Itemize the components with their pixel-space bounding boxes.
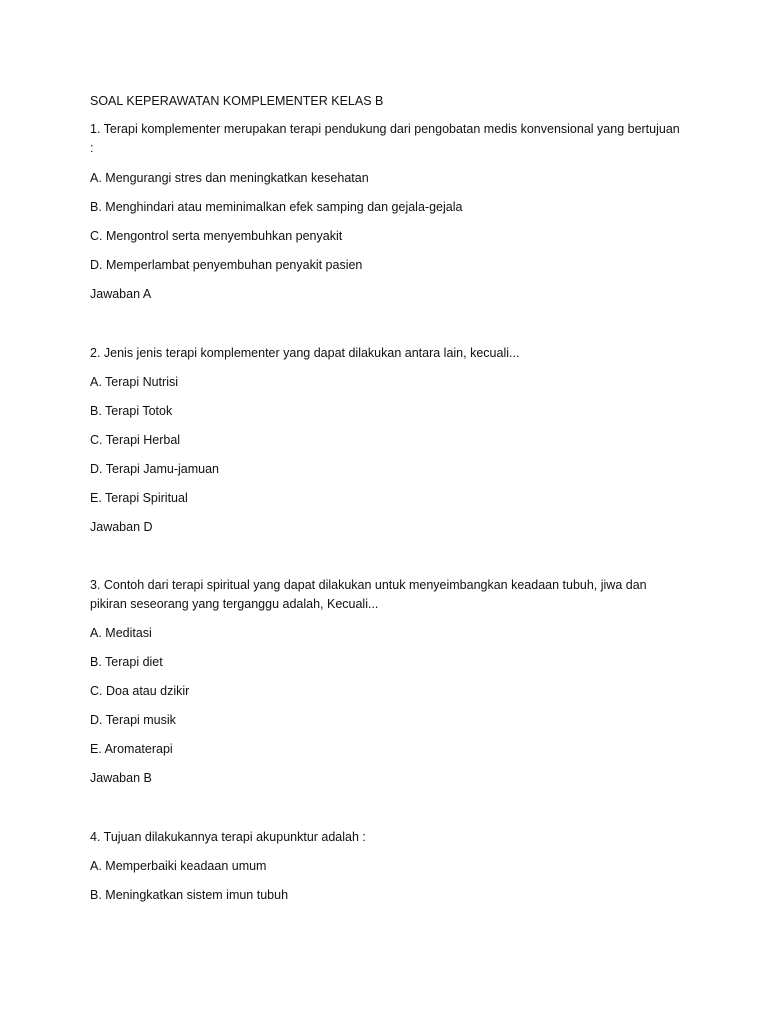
question-3-option-b: B. Terapi diet	[90, 655, 163, 669]
question-2-answer: Jawaban D	[90, 520, 153, 534]
question-1-option-d: D. Memperlambat penyembuhan penyakit pasien	[90, 258, 363, 272]
question-4-option-a: A. Memperbaiki keadaan umum	[90, 859, 267, 873]
question-4-option-b: B. Meningkatkan sistem imun tubuh	[90, 888, 289, 902]
question-1-answer: Jawaban A	[90, 287, 152, 301]
question-2-option-b: B. Terapi Totok	[90, 404, 173, 418]
question-3-option-c: C. Doa atau dzikir	[90, 684, 190, 698]
question-4-prompt: 4. Tujuan dilakukannya terapi akupunktur adalah :	[90, 830, 366, 844]
document-title: SOAL KEPERAWATAN KOMPLEMENTER KELAS B	[90, 94, 384, 108]
question-2-option-e: E. Terapi Spiritual	[90, 491, 188, 505]
question-2-option-d: D. Terapi Jamu-jamuan	[90, 462, 219, 476]
question-2-option-c: C. Terapi Herbal	[90, 433, 181, 447]
question-3-option-e: E. Aromaterapi	[90, 742, 173, 756]
question-2-option-a: A. Terapi Nutrisi	[90, 375, 178, 389]
question-1-prompt: 1. Terapi komplementer merupakan terapi pendukung dari pengobatan medis konvensional yang bertujuan :	[90, 122, 680, 155]
question-2-prompt: 2. Jenis jenis terapi komplementer yang dapat dilakukan antara lain, kecuali...	[90, 346, 520, 360]
question-3-option-a: A. Meditasi	[90, 626, 152, 640]
question-1-option-b: B. Menghindari atau meminimalkan efek samping dan gejala-gejala	[90, 200, 463, 214]
question-1-option-c: C. Mengontrol serta menyembuhkan penyakit	[90, 229, 343, 243]
question-1-option-a: A. Mengurangi stres dan meningkatkan kesehatan	[90, 171, 369, 185]
question-3-option-d: D. Terapi musik	[90, 713, 176, 727]
question-3-prompt: 3. Contoh dari terapi spiritual yang dapat dilakukan untuk menyeimbangkan keadaan tubuh, jiwa dan pikiran seseorang yang terganggu adalah, Kecuali...	[90, 578, 647, 611]
question-3-answer: Jawaban B	[90, 771, 152, 785]
